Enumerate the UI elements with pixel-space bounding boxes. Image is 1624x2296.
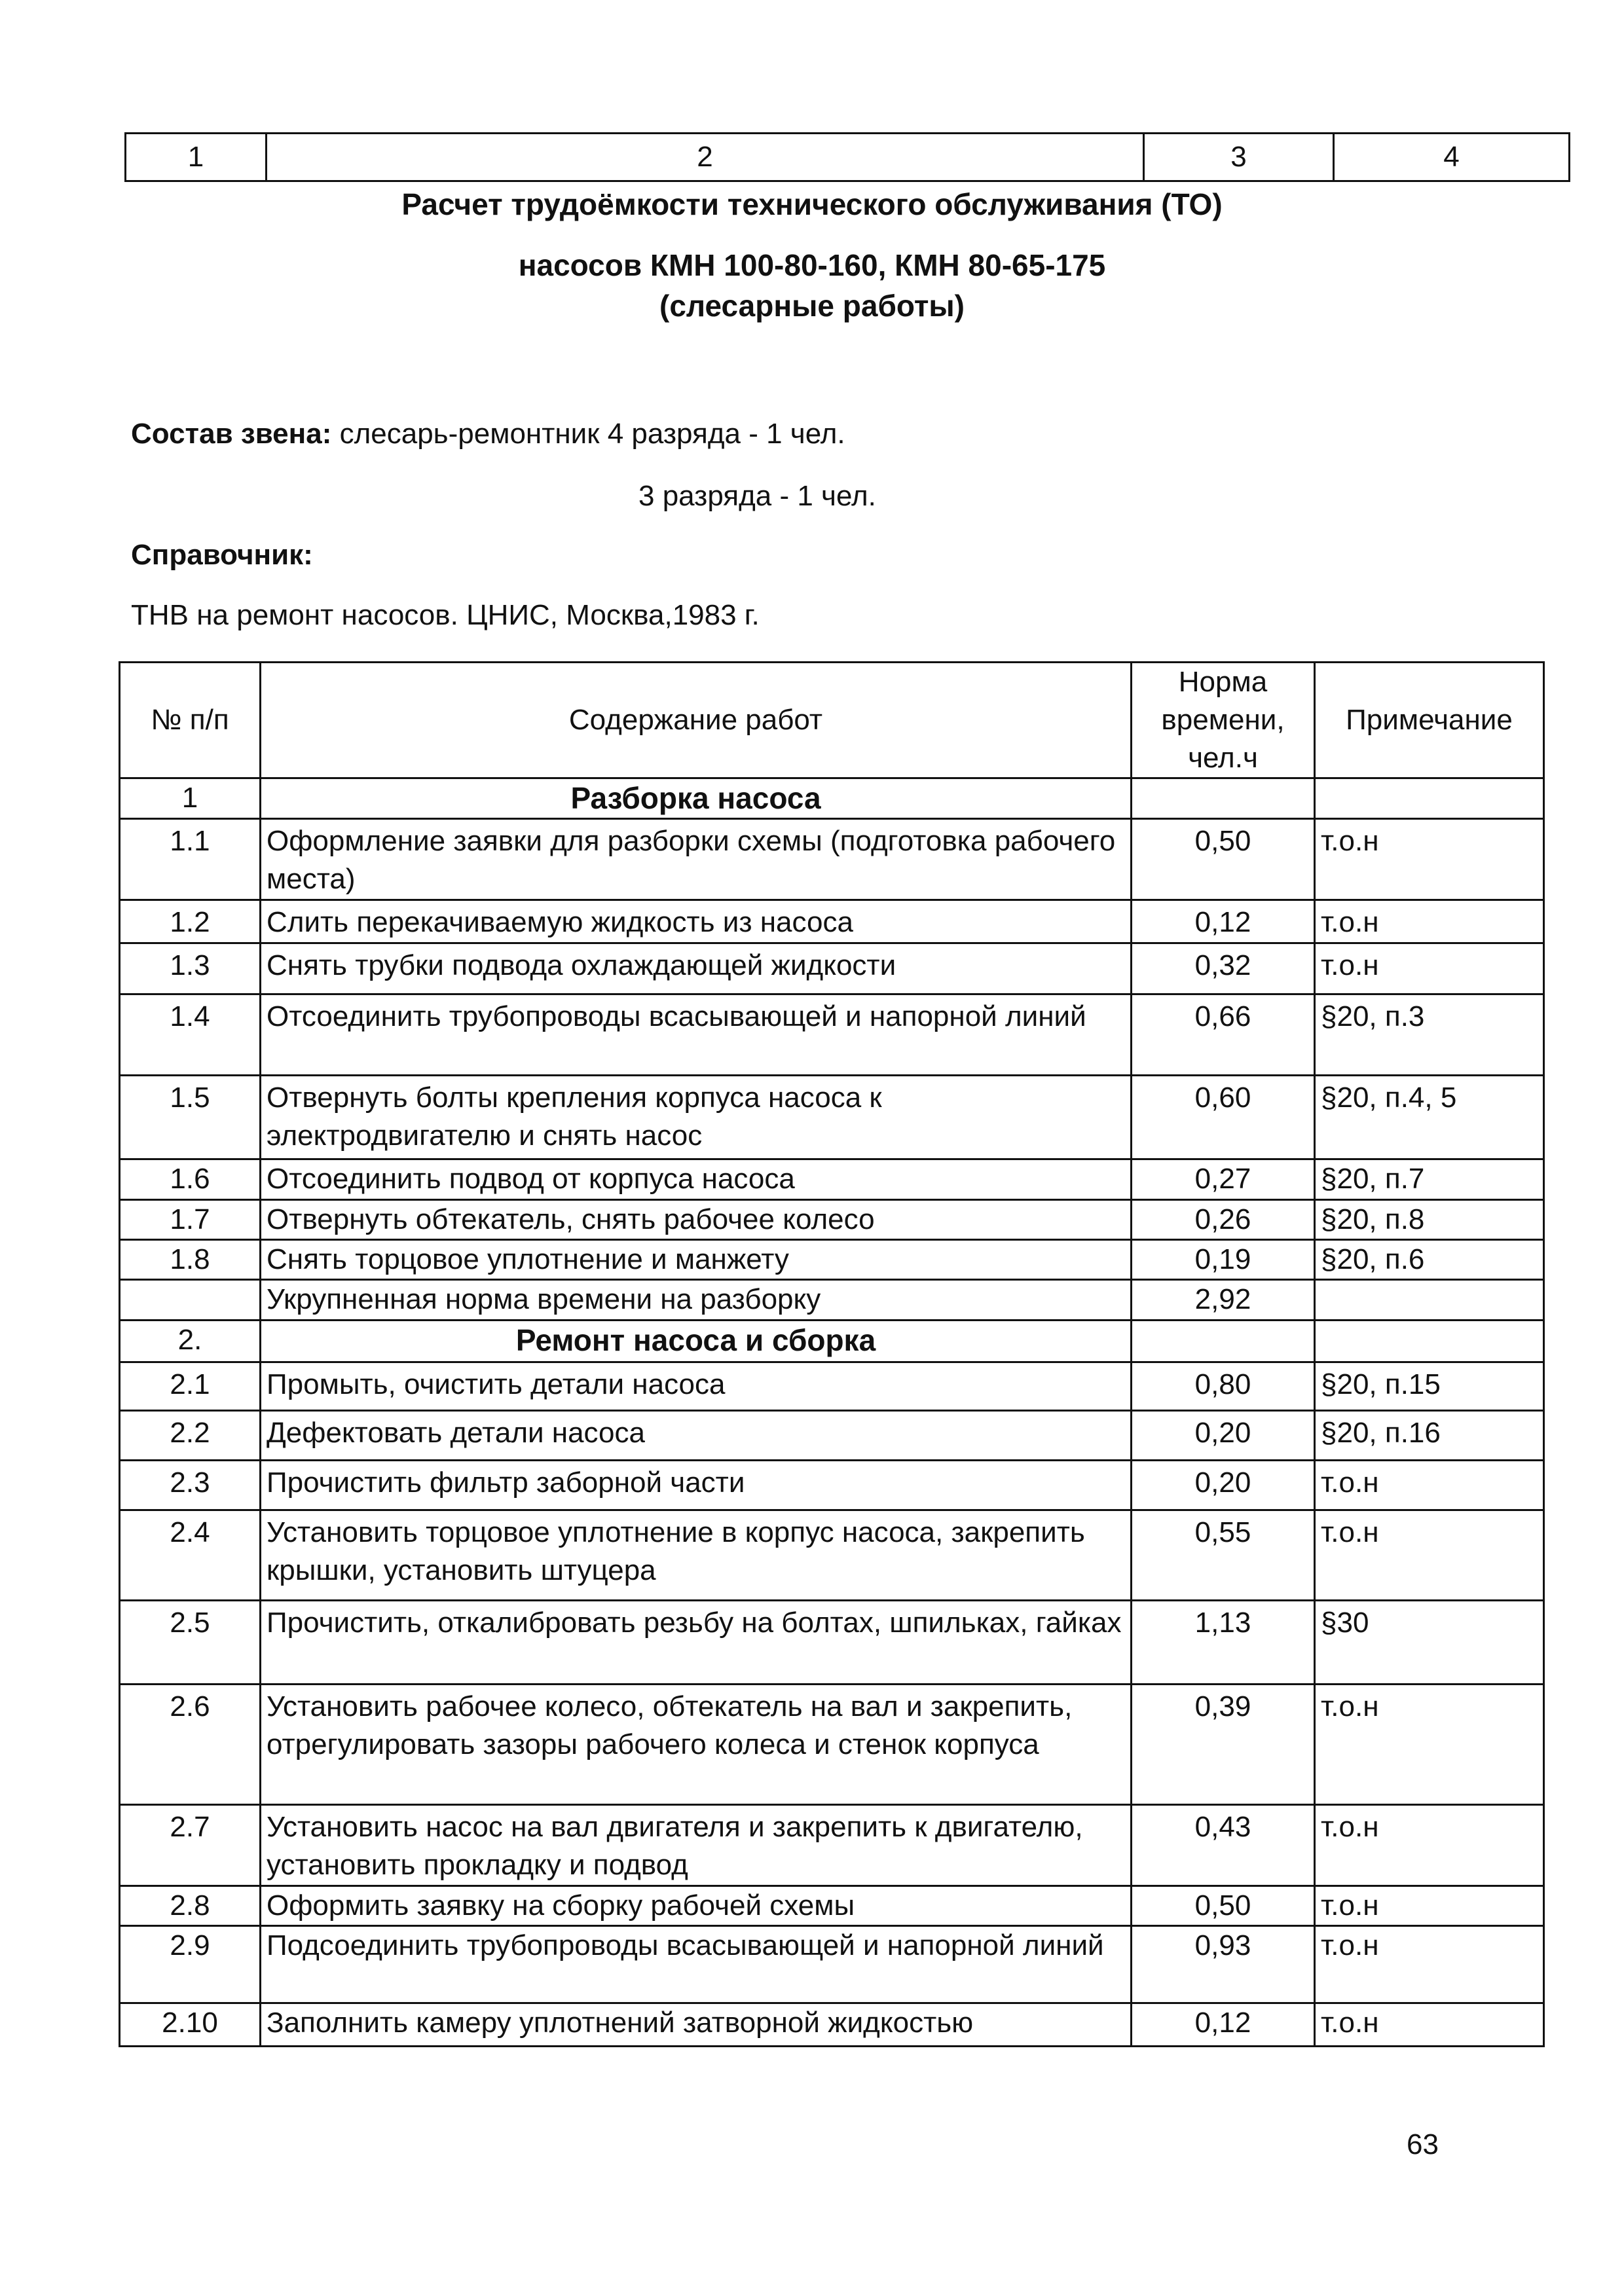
table-row (120, 1461, 1544, 1510)
section-row (120, 778, 1544, 819)
row-norm: 0,19 (1132, 1240, 1315, 1280)
empty-cell (120, 1280, 261, 1321)
column-number-row (124, 132, 1570, 182)
row-num: 1.4 (120, 994, 261, 1076)
row-text: Отсоединить подвод от корпуса насоса (261, 1159, 1132, 1200)
row-norm: 0,32 (1132, 943, 1315, 994)
row-num: 1.2 (120, 900, 261, 943)
table-row (120, 994, 1544, 1076)
section-title: Разборка насоса (261, 778, 1132, 819)
empty-cell (1132, 1321, 1315, 1362)
row-note: §20, п.4, 5 (1315, 1076, 1544, 1159)
header-content: Содержание работ (261, 663, 1132, 778)
table-row (120, 1240, 1544, 1280)
column-number-4: 4 (1334, 134, 1570, 181)
row-norm: 0,60 (1132, 1076, 1315, 1159)
row-note: т.о.н (1315, 1510, 1544, 1601)
row-num: 2.2 (120, 1411, 261, 1461)
row-norm: 0,50 (1132, 1886, 1315, 1926)
table-row (120, 1805, 1544, 1886)
header-norm-line1: Норма (1178, 666, 1268, 698)
row-num: 2.7 (120, 1805, 261, 1886)
row-norm: 0,43 (1132, 1805, 1315, 1886)
row-text: Установить рабочее колесо, обтекатель на вал и закрепить, отрегулировать зазоры рабочего колеса и стенок корпуса (261, 1685, 1132, 1805)
row-num: 2.10 (120, 2003, 261, 2047)
row-note: §20, п.7 (1315, 1159, 1544, 1200)
table-row (120, 1362, 1544, 1411)
table-row (120, 1076, 1544, 1159)
row-note: т.о.н (1315, 1886, 1544, 1926)
page-number: 63 (1407, 2128, 1439, 2160)
row-num: 2.9 (120, 1926, 261, 2003)
table-row (120, 900, 1544, 943)
work-table (119, 661, 1545, 2047)
section-title: Ремонт насоса и сборка (261, 1321, 1132, 1362)
row-num: 1.5 (120, 1076, 261, 1159)
header-note: Примечание (1315, 663, 1544, 778)
column-number-2: 2 (267, 134, 1144, 181)
header-norm-line3: чел.ч (1188, 742, 1258, 774)
document-subtitle-note: (слесарные работы) (659, 289, 965, 323)
row-text: Установить насос на вал двигателя и закрепить к двигателю, установить прокладку и подвод (261, 1805, 1132, 1886)
total-text: Укрупненная норма времени на разборку (261, 1280, 1132, 1321)
table-row (120, 1200, 1544, 1240)
document-title: Расчет трудоёмкости технического обслуживания (ТО) (401, 187, 1223, 221)
crew-label: Состав звена: (131, 418, 332, 450)
table-row (120, 1926, 1544, 2003)
table-row (120, 1510, 1544, 1601)
row-num: 1.3 (120, 943, 261, 994)
section-num: 2. (120, 1321, 261, 1362)
row-norm: 0,12 (1132, 900, 1315, 943)
row-num: 2.5 (120, 1601, 261, 1685)
section-row (120, 1321, 1544, 1362)
row-num: 2.4 (120, 1510, 261, 1601)
row-norm: 0,20 (1132, 1461, 1315, 1510)
table-row (120, 819, 1544, 900)
row-num: 2.1 (120, 1362, 261, 1411)
table-row (120, 1685, 1544, 1805)
row-note: §20, п.3 (1315, 994, 1544, 1076)
reference-text: ТНВ на ремонт насосов. ЦНИС, Москва,1983 г. (131, 599, 760, 631)
column-number-3: 3 (1144, 134, 1334, 181)
row-note: §20, п.6 (1315, 1240, 1544, 1280)
row-note: т.о.н (1315, 1461, 1544, 1510)
row-note: т.о.н (1315, 943, 1544, 994)
crew-line-2: 3 разряда - 1 чел. (638, 480, 876, 512)
row-norm: 0,39 (1132, 1685, 1315, 1805)
row-text: Оформить заявку на сборку рабочей схемы (261, 1886, 1132, 1926)
row-text: Промыть, очистить детали насоса (261, 1362, 1132, 1411)
row-text: Подсоединить трубопроводы всасывающей и напорной линий (261, 1926, 1132, 2003)
row-num: 1.1 (120, 819, 261, 900)
header-num: № п/п (120, 663, 261, 778)
row-note: §30 (1315, 1601, 1544, 1685)
row-note: т.о.н (1315, 1805, 1544, 1886)
row-note: т.о.н (1315, 1685, 1544, 1805)
table-row (120, 2003, 1544, 2047)
row-text: Снять трубки подвода охлаждающей жидкости (261, 943, 1132, 994)
row-norm: 0,27 (1132, 1159, 1315, 1200)
table-row (120, 1159, 1544, 1200)
document-subtitle: насосов КМН 100-80-160, КМН 80-65-175 (518, 248, 1106, 282)
crew-line-1: слесарь-ремонтник 4 разряда - 1 чел. (339, 418, 845, 450)
row-note: т.о.н (1315, 2003, 1544, 2047)
row-note: т.о.н (1315, 1926, 1544, 2003)
row-note: §20, п.15 (1315, 1362, 1544, 1411)
row-norm: 1,13 (1132, 1601, 1315, 1685)
row-norm: 0,55 (1132, 1510, 1315, 1601)
row-note: т.о.н (1315, 900, 1544, 943)
crew-line (131, 416, 845, 452)
row-norm: 0,80 (1132, 1362, 1315, 1411)
row-norm: 0,26 (1132, 1200, 1315, 1240)
row-norm: 0,12 (1132, 2003, 1315, 2047)
row-text: Отсоединить трубопроводы всасывающей и напорной линий (261, 994, 1132, 1076)
row-norm: 0,93 (1132, 1926, 1315, 2003)
table-row (120, 1886, 1544, 1926)
table-row (120, 943, 1544, 994)
row-text: Установить торцовое уплотнение в корпус насоса, закрепить крышки, установить штуцера (261, 1510, 1132, 1601)
total-norm: 2,92 (1132, 1280, 1315, 1321)
row-note: §20, п.8 (1315, 1200, 1544, 1240)
row-text: Прочистить фильтр заборной части (261, 1461, 1132, 1510)
row-num: 1.6 (120, 1159, 261, 1200)
row-text: Снять торцовое уплотнение и манжету (261, 1240, 1132, 1280)
row-text: Прочистить, откалибровать резьбу на болтах, шпильках, гайках (261, 1601, 1132, 1685)
header-norm-line2: времени, (1161, 704, 1285, 736)
total-row (120, 1280, 1544, 1321)
table-row (120, 1601, 1544, 1685)
row-text: Дефектовать детали насоса (261, 1411, 1132, 1461)
section-num: 1 (120, 778, 261, 819)
row-num: 1.7 (120, 1200, 261, 1240)
table-row (120, 1411, 1544, 1461)
row-norm: 0,20 (1132, 1411, 1315, 1461)
header-norm (1132, 663, 1315, 778)
empty-cell (1315, 1321, 1544, 1362)
row-text: Слить перекачиваемую жидкость из насоса (261, 900, 1132, 943)
table-header-row (120, 663, 1544, 778)
empty-cell (1315, 778, 1544, 819)
empty-cell (1315, 1280, 1544, 1321)
row-text: Оформление заявки для разборки схемы (подготовка рабочего места) (261, 819, 1132, 900)
row-note: §20, п.16 (1315, 1411, 1544, 1461)
row-text: Отвернуть обтекатель, снять рабочее колесо (261, 1200, 1132, 1240)
row-num: 2.6 (120, 1685, 261, 1805)
row-num: 2.8 (120, 1886, 261, 1926)
row-norm: 0,66 (1132, 994, 1315, 1076)
reference-label: Справочник: (131, 539, 313, 571)
row-norm: 0,50 (1132, 819, 1315, 900)
row-num: 1.8 (120, 1240, 261, 1280)
column-number-1: 1 (126, 134, 267, 181)
row-num: 2.3 (120, 1461, 261, 1510)
empty-cell (1132, 778, 1315, 819)
row-text: Заполнить камеру уплотнений затворной жидкостью (261, 2003, 1132, 2047)
row-note: т.о.н (1315, 819, 1544, 900)
row-text: Отвернуть болты крепления корпуса насоса к электродвигателю и снять насос (261, 1076, 1132, 1159)
